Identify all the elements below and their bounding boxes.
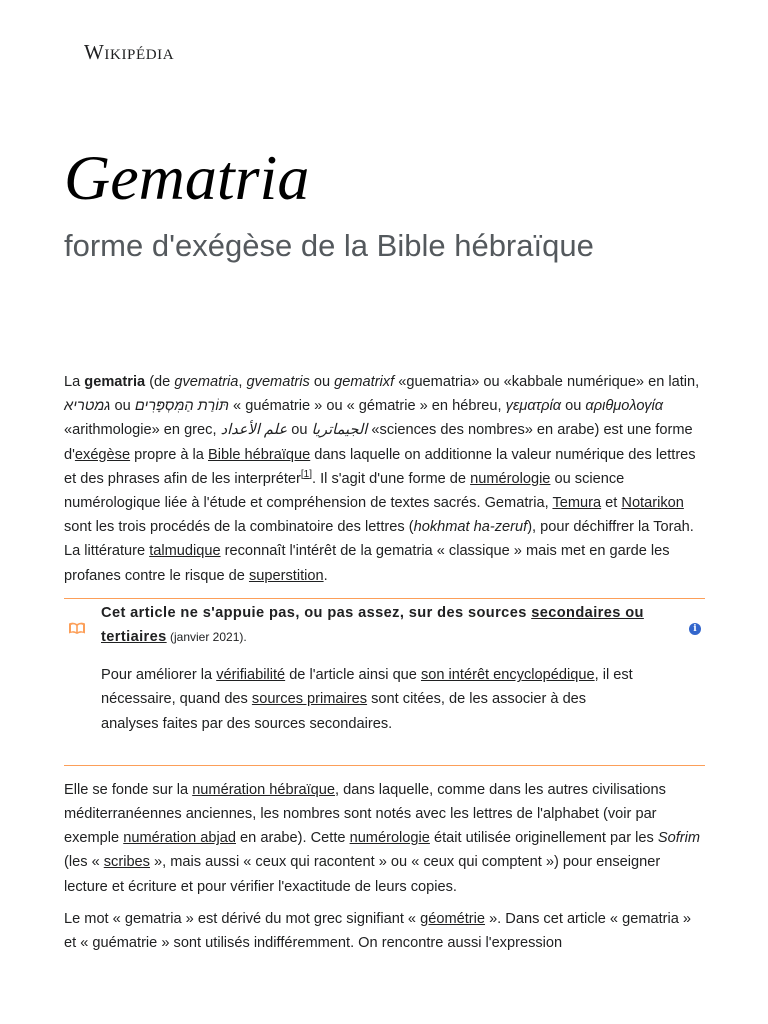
link-interet-encyclopedique[interactable]: son intérêt encyclopédique (420, 667, 595, 684)
link-numeration-abjad[interactable]: numération abjad (123, 830, 236, 847)
link-superstition[interactable]: superstition (248, 567, 324, 584)
page-subtitle: forme d'exégèse de la Bible hébraïque (64, 228, 594, 263)
text: sont citées, de les associer à des analyses faites par des sources secondaires. (101, 691, 587, 732)
text: «arithmologie» en grec, (64, 422, 221, 439)
text: , dans laquelle, comme dans les autres civilisations méditerranéennes anciennes, les nombres sont notés avec les lettres de l'alphabet (voir par exemple (64, 781, 666, 847)
paragraph-numeration (64, 778, 705, 899)
text: ». Dans cet article « gematria » et « guématrie » sont utilisés indifféremment. On rencontre aussi l'expression (64, 910, 692, 952)
text: Elle se fonde sur la (64, 781, 193, 798)
text: ou science numérologique liée à l'étude et compréhension de textes sacrés. Gematria, (64, 470, 625, 512)
link-notarikon[interactable]: Notarikon (621, 495, 684, 512)
text: ou (309, 374, 335, 390)
greek-term: γεματρία (505, 398, 562, 415)
text: , il est nécessaire, quand des (101, 667, 633, 708)
link-talmudique[interactable]: talmudique (149, 543, 221, 560)
intro-paragraph (64, 370, 705, 588)
text: ou (287, 422, 312, 439)
notice-body (101, 663, 645, 736)
link-verifiabilite[interactable]: vérifiabilité (216, 667, 286, 684)
book-icon (68, 621, 86, 635)
text: . Il s'agit d'une forme de (312, 470, 471, 487)
link-exegese[interactable]: exégèse (74, 446, 131, 463)
notice-heading (101, 601, 645, 649)
text: reconnaît l'intérêt de la gematria « classique » mais met en garde les profanes contre le risque de (64, 543, 670, 584)
text: «sciences des nombres» en arabe) est une forme d' (64, 422, 693, 463)
reference-link[interactable]: [1] (300, 468, 313, 480)
latin-term: gvematris (246, 374, 310, 390)
text: . (323, 567, 328, 584)
text: sont les trois procédés de la combinatoire des lettres ( (64, 519, 414, 536)
text: «guematria» ou «kabbale numérique» en latin, (394, 374, 700, 390)
latin-term: gematrixf (334, 374, 395, 390)
text: était utilisée originellement par les (429, 830, 658, 847)
link-temura[interactable]: Temura (552, 495, 602, 512)
text: , (238, 374, 247, 390)
text: dans laquelle on additionne la valeur numérique des lettres et des phrases afin de les interpréter (64, 446, 696, 487)
link-numeration-hebraique[interactable]: numération hébraïque (192, 781, 335, 798)
text: en arabe). Cette (236, 830, 350, 847)
term-sofrim: Sofrim (657, 830, 701, 847)
sources-notice-box (64, 598, 705, 766)
wikipedia-wordmark[interactable]: Wikipédia (84, 40, 175, 64)
arabic-term: علم الأعداد (220, 422, 288, 439)
text: Pour améliorer la (101, 667, 217, 684)
text: ), pour déchiffrer la Torah. La littérature (64, 519, 694, 560)
text: ou (561, 398, 586, 415)
link-sources-primaires[interactable]: sources primaires (251, 691, 368, 708)
info-icon[interactable]: i (689, 623, 701, 635)
text: et (601, 495, 622, 512)
paragraph-etymology (64, 907, 705, 955)
text: (les « (64, 854, 104, 871)
text: Le mot « gematria » est dérivé du mot grec signifiant « (64, 910, 421, 927)
link-bible-hebraique[interactable]: Bible hébraïque (207, 446, 311, 463)
hebrew-transliteration: hokhmat ha-zeruf (413, 519, 528, 536)
hebrew-term: תּוֹרַת הַמִּסְפָּרִים (134, 398, 229, 415)
hebrew-term: גמטריא (64, 398, 111, 415)
notice-heading-text: Cet article ne s'appuie pas, ou pas assez, sur des sources (101, 604, 532, 621)
latin-term: gvematria (174, 374, 239, 390)
text: propre à la (130, 446, 208, 463)
notice-date: (janvier 2021). (166, 630, 247, 645)
link-numerologie[interactable]: numérologie (349, 830, 430, 847)
link-scribes[interactable]: scribes (103, 854, 150, 871)
link-geometrie[interactable]: géométrie (420, 910, 486, 927)
link-numerologie[interactable]: numérologie (470, 470, 551, 487)
term-gematria: gematria (84, 374, 146, 390)
text: ou (110, 398, 135, 415)
page-title: Gematria (64, 142, 310, 213)
article-body (64, 370, 705, 963)
text: (de (145, 374, 175, 390)
greek-term: αριθμολογία (585, 398, 664, 415)
text: de l'article ainsi que (285, 667, 421, 684)
text: La (64, 374, 85, 390)
text: « guématrie » ou « gématrie » en hébreu, (229, 398, 506, 415)
arabic-term: الجيماتريا (311, 422, 368, 439)
link-sources-secondaires[interactable]: secondaires ou tertiaires (101, 604, 644, 646)
text: », mais aussi « ceux qui racontent » ou « ceux qui comptent ») pour enseigner lecture et écriture et pour vérifier l'exactitude de leurs copies. (64, 854, 661, 895)
